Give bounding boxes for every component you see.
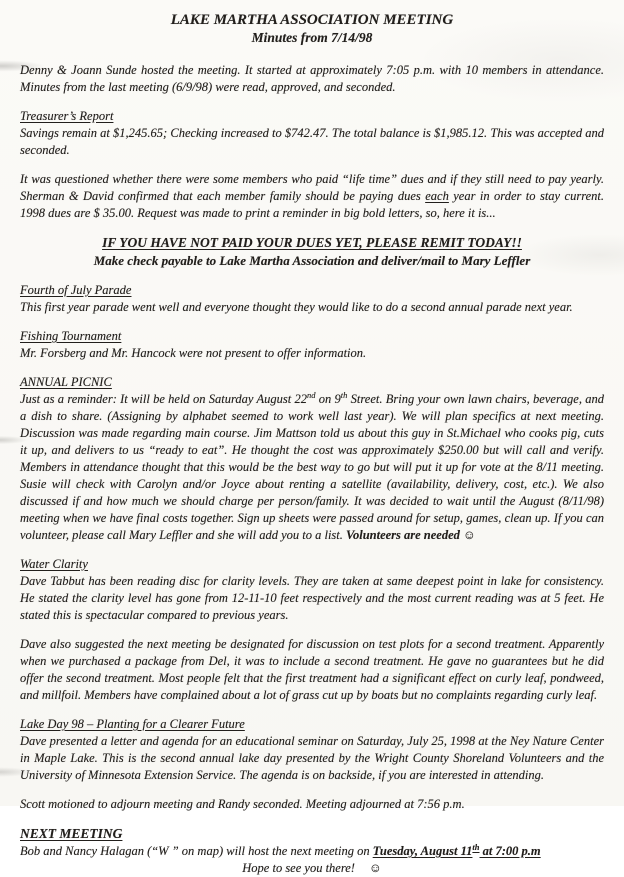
paragraph-adjournment: Scott motioned to adjourn meeting and Randy seconded. Meeting adjourned at 7:56 p.m. [20,797,465,811]
treasurers-report-body: Savings remain at $1,245.65; Checking increased to $742.47. The total balance is $1,985.12. This was accepted and seconded. [20,126,604,157]
smiley-icon: ☺ [463,528,476,542]
section-treasurers-report [20,108,604,159]
section-next-meeting [20,825,604,877]
section-heading-lake-day: Lake Day 98 – Planting for a Clearer Future [20,717,245,731]
section-heading-fishing: Fishing Tournament [20,329,122,343]
picnic-text-3: Street. Bring your own lawn chairs, beverage, and a dish to share. (Assigning by alphabet seemed to work well last year). We will plan specifics at next meeting. Discussion was made regarding main course. Jim Mattson told us about this guy in St.Michael who cooks pig, cuts it up, and delivers to us “ready to eat”. He thought the cost was approximately $250.00 but will call and verify. Members in attendance thought that this would be the best way to go but will put it up for vote at the 8/11 meeting. Susie will check with Carolyn and/or Joyce about renting a satellite (availability, delivery, cost, etc.). We also discussed if and how much we should charge per person/family. It was decided to wait until the August (8/11/98) meeting when we have final costs together. Sign up sheets were passed around for setup, games, clean up. If you can volunteer, please call Mary Leffler and she will add you to a list. [20,392,605,542]
closing-line [20,860,604,877]
paragraph-intro: Denny & Joann Sunde hosted the meeting. It started at approximately 7:05 p.m. with 10 members in attendance. Minutes from the last meeting (6/9/98) were read, approved, and seconded. [20,63,604,94]
document-subtitle: Minutes from 7/14/98 [251,30,373,45]
next-meeting-text: Bob and Nancy Halagan (“W ” on map) will host the next meeting on [20,844,373,858]
section-heading-water-clarity: Water Clarity [20,557,88,571]
next-meeting-time-bold: at 7:00 p.m [479,844,541,858]
section-heading-next-meeting: NEXT MEETING [20,826,123,841]
paragraph-dues [20,171,604,222]
fishing-body: Mr. Forsberg and Mr. Hancock were not present to offer information. [20,346,367,360]
document-title: LAKE MARTHA ASSOCIATION MEETING [170,12,454,28]
picnic-ordinal-22nd: nd [306,389,316,400]
section-water-clarity [20,556,604,624]
dues-text-after: year in order to stay current. 1998 dues are $ 35.00. Request was made to print a reminder in big bold letters, so, here it is... [20,189,604,220]
section-lake-day [20,716,604,784]
dues-reminder-banner [20,234,604,270]
picnic-ordinal-9th: th [340,389,348,400]
dues-reminder-line2: Make check payable to Lake Martha Association and deliver/mail to Mary Leffler [93,253,531,268]
section-annual-picnic [20,374,604,544]
picnic-text-1: Just as a reminder: It will be held on Saturday August 22 [20,392,307,406]
picnic-volunteers-bold: Volunteers are needed [346,528,464,542]
dues-reminder-line1: IF YOU HAVE NOT PAID YOUR DUES YET, PLEASE REMIT TODAY!! [102,235,522,250]
picnic-text-2: on 9 [315,392,341,406]
closing-text: Hope to see you there! [242,861,355,875]
section-fishing-tournament [20,328,604,362]
dues-text-before: It was questioned whether there were some members who paid “life time” dues and if they still need to pay yearly. Sherman & David confirmed that each member family should be paying dues [20,172,604,203]
water-clarity-body: Dave Tabbut has been reading disc for clarity levels. They are taken at same deepest point in lake for consistency. He stated the clarity level has gone from 12-11-10 feet respectively and the most current reading was at 5 feet. He stated this is spectacular compared to previous years. [20,574,604,622]
next-meeting-date-bold: Tuesday, August 11 [372,844,473,858]
section-heading-treasurers-report: Treasurer’s Report [20,109,114,123]
parade-body: This first year parade went well and everyone thought they would like to do a second annual parade next year. [20,300,573,314]
dues-each-underlined: each [425,189,449,203]
smiley-icon: ☺ [368,861,382,875]
section-fourth-of-july-parade [20,282,604,316]
section-heading-parade: Fourth of July Parade [20,283,132,297]
lake-day-body: Dave presented a letter and agenda for an educational seminar on Saturday, July 25, 1998 at the Ney Nature Center in Maple Lake. This is the second annual lake day presented by the Wright County Shoreland Volunteers and the University of Minnesota Extension Service. The agenda is on backside, if you are interested in attending. [20,734,604,782]
next-meeting-ordinal-11th: th [472,841,480,852]
section-heading-picnic: ANNUAL PICNIC [20,375,112,389]
paragraph-second-treatment: Dave also suggested the next meeting be designated for discussion on test plots for a second treatment. Apparently when we purchased a package from Del, it was to include a second treatment. He gave no guarantees but he did offer the second treatment. Most people felt that the first treatment had a significant effect on curly leaf, pondweed, and millfoil. Members have complained about a lot of grass cut up by boats but no complaints regarding curly leaf. [20,637,604,702]
